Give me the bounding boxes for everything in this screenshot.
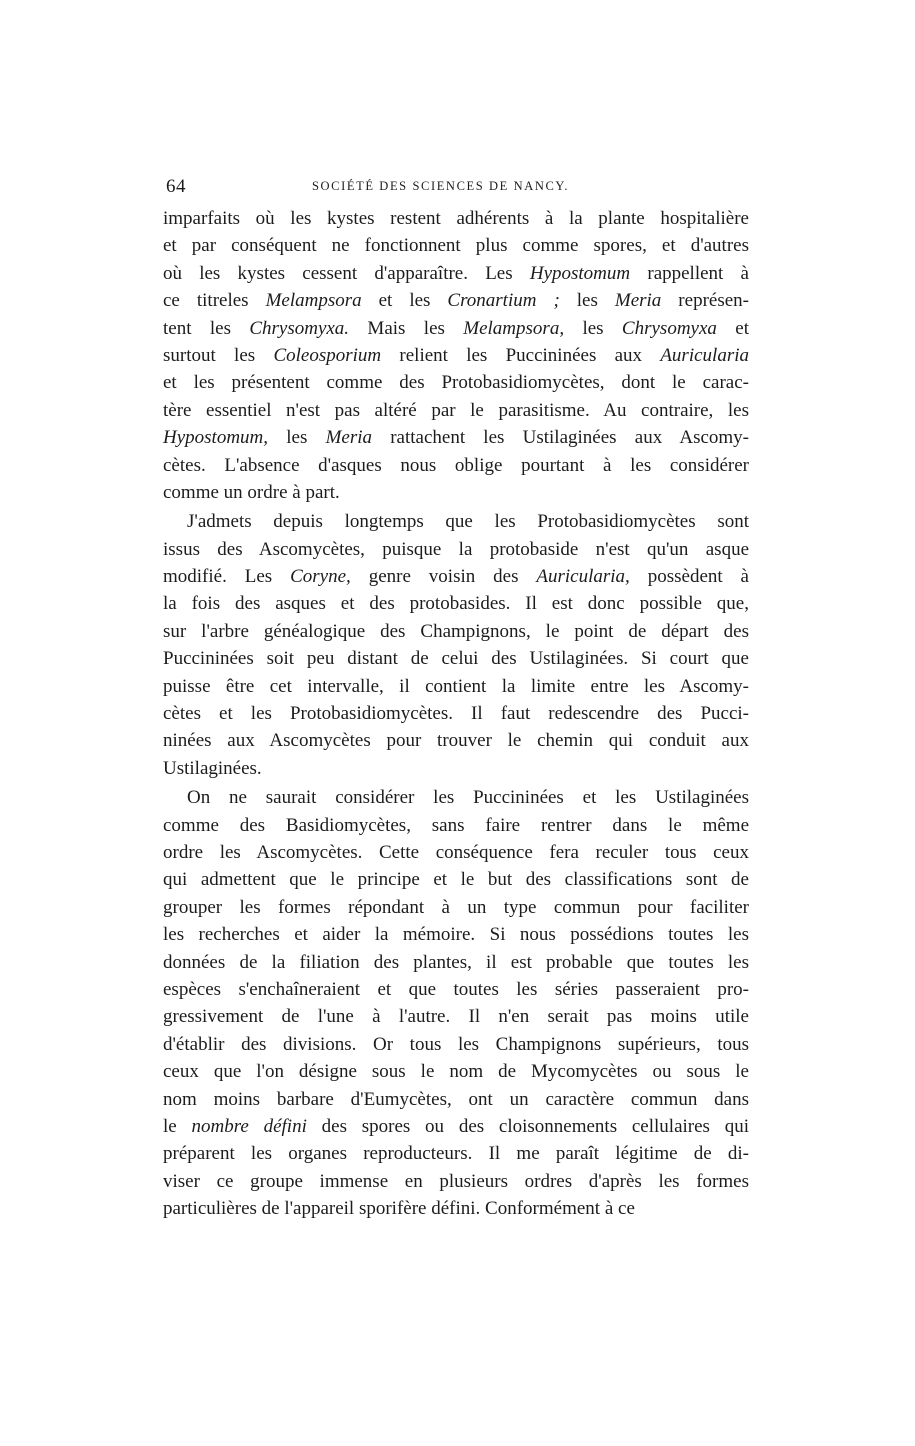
text-line: imparfaits où les kystes restent adhérents à la plante hospitalière — [163, 208, 749, 229]
paragraph — [163, 508, 749, 782]
text-line: nom moins barbare d'Eumycètes, ont un caractère commun dans — [163, 1088, 749, 1110]
text-line: ninées aux Ascomycètes pour trouver le chemin qui conduit aux — [163, 730, 749, 752]
text-line: particulières de l'appareil sporifère défini. Conformément à ce — [163, 1198, 635, 1220]
text-line: comme des Basidiomycètes, sans faire rentrer dans le même — [163, 814, 749, 836]
running-head-title: SOCIÉTÉ DES SCIENCES DE NANCY. — [312, 179, 570, 193]
text-line: la fois des asques et des protobasides. Il est donc possible que, — [163, 593, 749, 615]
text-line: On ne saurait considérer les Puccininées et les Ustilaginées — [187, 787, 749, 809]
text-line: gressivement de l'une à l'autre. Il n'en serait pas moins utile — [163, 1006, 749, 1028]
text-line: puisse être cet intervalle, il contient la limite entre les Ascomy- — [163, 675, 749, 697]
paragraph — [163, 205, 749, 506]
text-line: ceux que l'on désigne sous le nom de Mycomycètes ou sous le — [163, 1061, 749, 1083]
text-line: viser ce groupe immense en plusieurs ordres d'après les formes — [163, 1170, 749, 1192]
text-line: et les présentent comme des Protobasidiomycètes, dont le carac- — [163, 372, 749, 394]
text-line: le nombre défini des spores ou des cloisonnements cellulaires qui — [163, 1115, 749, 1137]
text-line: tère essentiel n'est pas altéré par le parasitisme. Au contraire, les — [163, 399, 749, 421]
text-line: préparent les organes reproducteurs. Il me paraît légitime de di- — [163, 1143, 749, 1165]
text-line: grouper les formes répondant à un type commun pour faciliter — [163, 896, 749, 918]
text-line: données de la filiation des plantes, il est probable que toutes les — [163, 951, 749, 973]
text-line: tent les Chrysomyxa. Mais les Melampsora, les Chrysomyxa et — [163, 317, 749, 339]
paragraph — [163, 784, 749, 1222]
text-line: comme un ordre à part. — [163, 481, 340, 503]
text-line: Ustilaginées. — [163, 757, 262, 779]
text-line: et par conséquent ne fonctionnent plus comme spores, et d'autres — [163, 235, 749, 257]
text-line: cètes et les Protobasidiomycètes. Il faut redescendre des Pucci- — [163, 703, 749, 725]
text-line: les recherches et aider la mémoire. Si nous possédions toutes les — [163, 924, 749, 946]
running-head — [166, 176, 750, 200]
body-text — [163, 205, 749, 1222]
page-number: 64 — [166, 176, 186, 197]
text-line: modifié. Les Coryne, genre voisin des Auricularia, possèdent à — [163, 566, 749, 588]
text-line: J'admets depuis longtemps que les Protobasidiomycètes sont — [187, 511, 749, 533]
text-line: surtout les Coleosporium relient les Puccininées aux Auricularia — [163, 344, 749, 366]
text-line: d'établir des divisions. Or tous les Champignons supérieurs, tous — [163, 1033, 749, 1055]
text-line: espèces s'enchaîneraient et que toutes les séries passeraient pro- — [163, 978, 749, 1000]
text-line: qui admettent que le principe et le but des classifications sont de — [163, 869, 749, 891]
text-line: où les kystes cessent d'apparaître. Les Hypostomum rappellent à — [163, 262, 749, 284]
text-line: issus des Ascomycètes, puisque la protobaside n'est qu'un asque — [163, 538, 749, 560]
text-line: Puccininées soit peu distant de celui des Ustilaginées. Si court que — [163, 648, 749, 670]
text-line: cètes. L'absence d'asques nous oblige pourtant à les considérer — [163, 454, 749, 476]
text-line: sur l'arbre généalogique des Champignons, le point de départ des — [163, 620, 749, 642]
text-line: ordre les Ascomycètes. Cette conséquence fera reculer tous ceux — [163, 841, 749, 863]
text-line: ce titreles Melampsora et les Cronartium ; les Meria représen- — [163, 290, 749, 312]
text-line: Hypostomum, les Meria rattachent les Ustilaginées aux Ascomy- — [163, 427, 750, 449]
